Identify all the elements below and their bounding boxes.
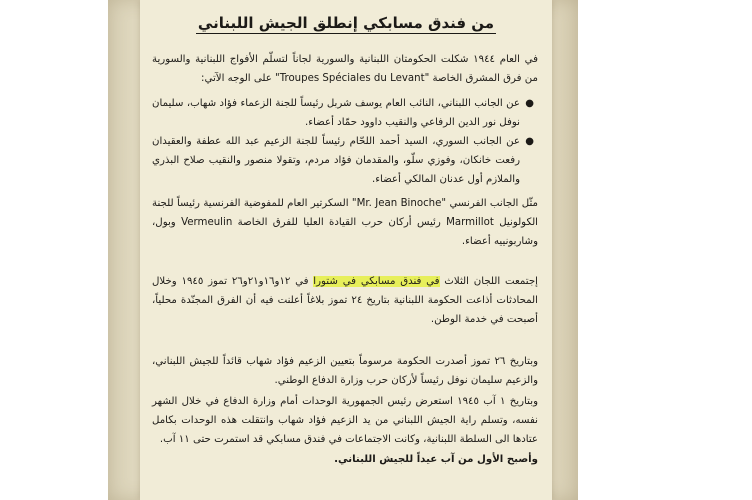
paragraph-french-side: مثّل الجانب الفرنسي "Mr. Jean Binoche" السكرتير العام للمفوضية الفرنسية رئيساً للجنة الكولونيل Marmillot رئيس أركان حرب القيادة العليا للفرق الخاصة Vermeulin وبول، وشاربونييه أعضاء.	[152, 198, 539, 247]
title-text: من فندق مسابكي إنطلق الجيش اللبناني	[197, 14, 495, 32]
bullet-syrian-side	[152, 132, 534, 189]
paragraph-army-day: وأصبح الأول من آب عيداً للجيش اللبناني.	[334, 454, 538, 465]
paragraph-committees: في العام ١٩٤٤ شكلت الحكومتان اللبنانية والسورية لجاناً لتسلّم الأفواج اللبنانية والسورية من فرق المشرق الخاصة "Troupes Spéciales du Levant" على الوجه الآتي:	[152, 54, 538, 84]
document-text	[140, 0, 552, 500]
paragraph-meeting	[152, 272, 538, 329]
paragraph-review: وبتاريخ ١ آب ١٩٤٥ استعرض رئيس الجمهورية الوحدات أمام وزارة الدفاع في خلال الشهر نفسه، وتسلم راية الجيش اللبناني من يد الزعيم فؤاد شهاب وانتقلت هذه الوحدات بكامل عتادها الى السلطة اللبنانية، وكانت الاجتماعات في فندق مسابكي قد استمرت حتى ١١ آب.	[152, 396, 538, 445]
bullet-dot-icon: ●	[525, 136, 534, 147]
bullet-dot-icon: ●	[525, 98, 534, 109]
paragraph-decree: وبتاريخ ٢٦ تموز أصدرت الحكومة مرسوماً بتعيين الزعيم فؤاد شهاب قائداً للجيش اللبناني، والزعيم سليمان نوفل رئيساً لأركان حرب وزارة الدفاع الوطني.	[152, 356, 538, 386]
document-title	[140, 14, 552, 32]
meeting-text-start: إجتمعت اللجان الثلاث	[439, 276, 538, 287]
highlight-hotel-masabki: في فندق مسابكي في شتورا	[313, 276, 440, 287]
bullet-lebanese-text: عن الجانب اللبناني، النائب العام يوسف شربل رئيساً للجنة الزعماء فؤاد شهاب، سليمان نوفل نور الدين الرفاعي والنقيب داوود حمّاد أعضاء.	[152, 98, 520, 128]
paper-sheet	[140, 0, 552, 500]
meeting-text-end: في ١٢و١٦و٢١و٢٦ تموز ١٩٤٥ وخلال المحادثات أذاعت الحكومة اللبنانية بتاريخ ٢٤ تموز بلاغاً أعلنت فيه أن الفرق المجنّدة محلياً، أصبحت في خدمة الوطن.	[152, 276, 538, 325]
bullet-syrian-text: عن الجانب السوري، السيد أحمد اللحّام رئيساً للجنة الزعيم عبد الله عطفة والعقيدان رفعت خانكان، وفوزي سلّو، والمقدمان فؤاد مردم، وتقولا منصور والنقيب صلاح البذري والملازم أول عدنان المالكي أعضاء.	[152, 136, 520, 185]
bullet-lebanese-side	[152, 94, 534, 132]
